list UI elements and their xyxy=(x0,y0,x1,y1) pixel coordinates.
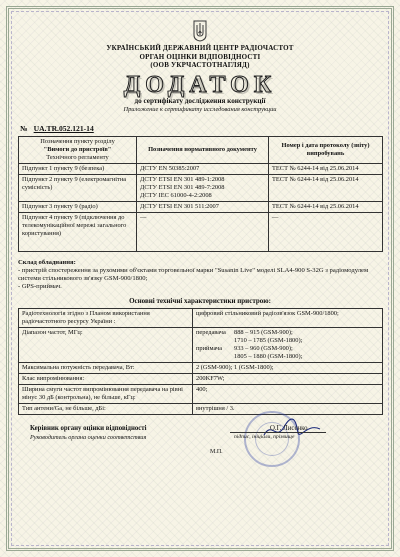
table-row xyxy=(19,174,383,201)
spec-value xyxy=(193,327,383,362)
number-sign: № xyxy=(20,123,28,133)
spec-label: Максимальна потужність передавача, Вт: xyxy=(19,362,193,373)
header-protocol-label: Номер і дата протоколу (звіту) випробувань xyxy=(281,141,370,157)
composition-item: - пристрій спостереження за рухомими об'єктами торговельної марки "Susanin Live" моделі SLA4-900 S-32G з радіомодулем системи стільникового зв'язку GSM-900/1800; xyxy=(18,266,369,282)
document-ref: ДСТУ ETSI EN 301 511:2007 xyxy=(140,202,219,210)
header-clause-line3: Технічного регламенту xyxy=(46,153,109,161)
certificate-number-line xyxy=(20,124,382,133)
document-cell xyxy=(137,212,269,251)
tests-table-header xyxy=(19,136,383,163)
spec-value: 2 (GSM-900); 1 (GSM-1800); xyxy=(193,362,383,373)
spec-value: 400; xyxy=(193,384,383,403)
spec-label: Тип антени/Gа, не більше, дБі: xyxy=(19,403,193,414)
document-body xyxy=(18,20,382,453)
signer-title: Керівник органу оцінки відповідності xyxy=(30,424,147,432)
issuer-abbrev: (OOB УКРЧАСТОТНАГЛЯД) xyxy=(150,61,250,69)
signature-block xyxy=(18,425,382,453)
protocol-cell: — xyxy=(269,212,383,251)
composition-label: Склад обладнання: xyxy=(18,258,76,266)
signer-name: О.Г. Лисенко xyxy=(270,424,308,432)
spec-label: Радіотехнологія згідно з Планом використання радіочастотного ресурсу України : xyxy=(19,308,193,327)
spec-label: Клас випромінювання: xyxy=(19,373,193,384)
spec-row xyxy=(19,308,383,327)
signature-caption: підпис, ініціали, прізвище xyxy=(234,433,295,440)
spec-row xyxy=(19,327,383,362)
rx-value: 933 – 960 (GSM-900); xyxy=(234,344,293,352)
document-ref: ДСТУ ETSI EN 301 489-7:2008 xyxy=(140,183,225,191)
tests-table xyxy=(18,136,383,252)
composition-item: - GPS-приймач. xyxy=(18,282,62,290)
equipment-composition xyxy=(18,259,382,291)
table-row xyxy=(19,212,383,251)
issuer-name: УКРАЇНСЬКИЙ ДЕРЖАВНИЙ ЦЕНТР РАДІОЧАСТОТ xyxy=(106,44,294,52)
document-ref: ДСТУ EN 50385:2007 xyxy=(140,164,200,172)
spec-value: 200KF7W; xyxy=(193,373,383,384)
document-ref: — xyxy=(140,213,147,221)
protocol-cell: ТЕСТ № 6244-14 від 25.06.2014 xyxy=(269,174,383,201)
tx-values xyxy=(234,329,302,345)
signature-line xyxy=(230,432,326,433)
rx-range xyxy=(196,345,379,361)
header-document-label: Позначення нормативного документу xyxy=(148,145,257,153)
clause-cell: Підпункт 4 пункту 9 (підключення до телекомунікаційної мережі загального користування) xyxy=(19,212,137,251)
document-cell xyxy=(137,163,269,174)
spec-label: Ширина смуги частот випромінювання передавача на рівні мінус 30 дБ (контрольна), не більше, кГц: xyxy=(19,384,193,403)
document-title: ДОДАТОК xyxy=(123,71,277,98)
specs-table xyxy=(18,308,383,415)
protocol-cell: ТЕСТ № 6244-14 від 25.06.2014 xyxy=(269,163,383,174)
document-cell xyxy=(137,174,269,201)
spec-row xyxy=(19,373,383,384)
tx-value: 888 – 915 (GSM-900); xyxy=(234,328,293,336)
clause-cell: Підпункт 1 пункту 9 (безпека) xyxy=(19,163,137,174)
table-row xyxy=(19,163,383,174)
spec-label: Діапазон частот, МГц: xyxy=(19,327,193,362)
spec-value: внутрішня / 3. xyxy=(193,403,383,414)
trident-emblem-icon xyxy=(193,20,207,42)
issuer-body: ОРГАН ОЦІНКИ ВІДПОВІДНОСТІ xyxy=(139,52,261,61)
spec-row xyxy=(19,403,383,414)
document-subtitle-ru: Приложение к сертификату исследования конструкции xyxy=(123,105,277,113)
seal-place-label: М.П. xyxy=(210,448,223,455)
spec-row xyxy=(19,384,383,403)
rx-value: 1805 – 1880 (GSM-1800); xyxy=(234,352,303,360)
header-document xyxy=(137,136,269,163)
tx-value: 1710 – 1785 (GSM-1800); xyxy=(234,336,303,344)
clause-cell: Підпункт 2 пункту 9 (електромагнітна сумісність) xyxy=(19,174,137,201)
document-subtitle: до сертифікату дослідження конструкції xyxy=(134,96,266,105)
document-ref: ДСТУ IEC 61000-4-2:2008 xyxy=(140,191,212,199)
rx-label: приймача xyxy=(196,344,223,352)
document-ref: ДСТУ ETSI EN 301 489-1:2008 xyxy=(140,175,225,183)
rx-values xyxy=(234,345,302,361)
table-row xyxy=(19,201,383,212)
document-cell xyxy=(137,201,269,212)
signer-title-ru: Руководитель органа оценки соответствия xyxy=(30,433,147,441)
header-clause xyxy=(19,136,137,163)
specs-title: Основні технічні характеристики пристрою: xyxy=(129,296,271,305)
header-clause-line1: Позначення пункту розділу xyxy=(40,137,115,145)
tx-range xyxy=(196,329,379,345)
clause-cell: Підпункт 3 пункту 9 (радіо) xyxy=(19,201,137,212)
protocol-cell: ТЕСТ № 6244-14 від 25.06.2014 xyxy=(269,201,383,212)
tx-label: передавача xyxy=(196,328,226,336)
header-protocol xyxy=(269,136,383,163)
header-clause-line2: "Вимоги до пристроїв" xyxy=(43,145,112,153)
certificate-number: UA.TR.052.121-14 xyxy=(33,123,94,133)
spec-value: цифровий стільниковий радіозв'язок GSM-900/1800; xyxy=(193,308,383,327)
spec-row xyxy=(19,362,383,373)
